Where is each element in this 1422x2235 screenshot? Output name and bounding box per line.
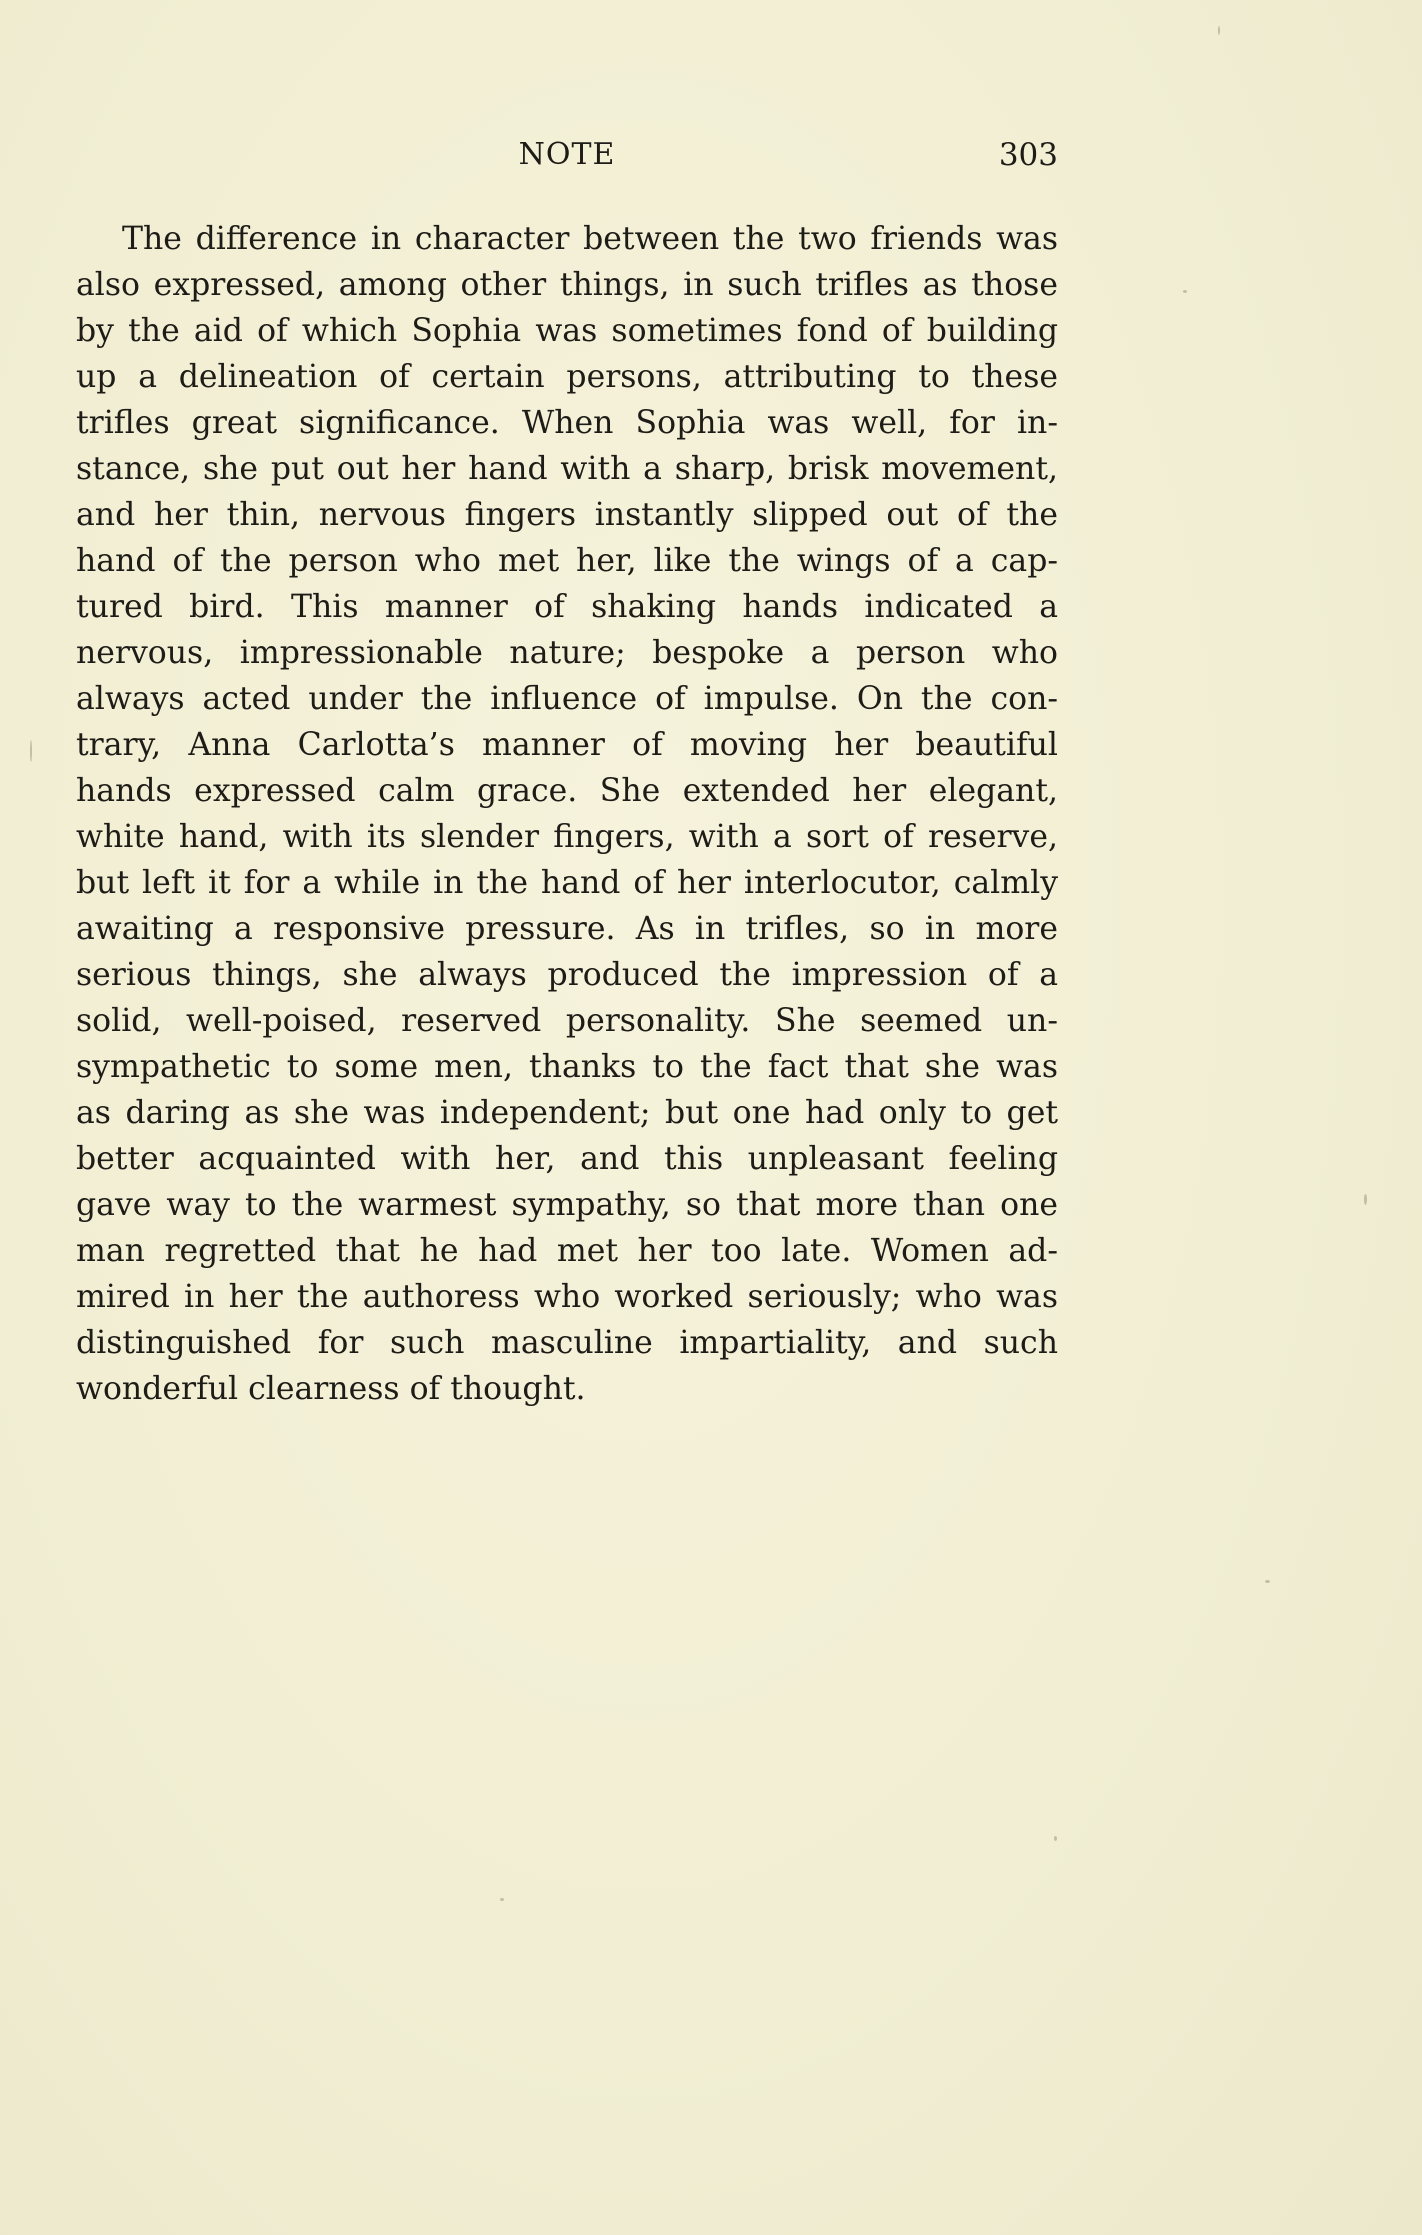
text-line: mired in her the authoress who worked seriously; who was — [76, 1279, 1058, 1315]
text-line: better acquainted with her, and this unpleasant feeling — [76, 1141, 1058, 1177]
paper-speck — [1265, 1580, 1270, 1583]
running-head — [76, 133, 1058, 177]
running-title: NOTE — [518, 137, 616, 172]
text-line: always acted under the influence of impulse. On the con- — [76, 681, 1058, 717]
text-line: The difference in character between the two friends was — [122, 221, 1058, 257]
text-line: sympathetic to some men, thanks to the fact that she was — [76, 1049, 1058, 1085]
text-line: up a delineation of certain persons, attributing to these — [76, 359, 1058, 395]
note-paragraph — [76, 216, 1058, 1412]
text-line: man regretted that he had met her too late. Women ad- — [76, 1233, 1058, 1269]
text-line: solid, well-poised, reserved personality. She seemed un- — [76, 1003, 1058, 1039]
text-line: awaiting a responsive pressure. As in trifles, so in more — [76, 911, 1058, 947]
text-line: distinguished for such masculine impartiality, and such — [76, 1325, 1058, 1361]
text-line: wonderful clearness of thought. — [76, 1371, 586, 1407]
paper-speck — [1054, 1836, 1057, 1841]
text-line: by the aid of which Sophia was sometimes fond of building — [76, 313, 1058, 349]
text-line: but left it for a while in the hand of her interlocutor, calmly — [76, 865, 1058, 901]
text-line: serious things, she always produced the impression of a — [76, 957, 1058, 993]
paper-speck — [1364, 1194, 1367, 1205]
text-line: nervous, impressionable nature; bespoke a person who — [76, 635, 1058, 671]
text-line: gave way to the warmest sympathy, so that more than one — [76, 1187, 1058, 1223]
text-line: tured bird. This manner of shaking hands indicated a — [76, 589, 1058, 625]
text-line: hand of the person who met her, like the wings of a cap- — [76, 543, 1058, 579]
text-line: hands expressed calm grace. She extended her elegant, — [76, 773, 1058, 809]
paper-speck — [1183, 290, 1187, 293]
text-line: trifles great significance. When Sophia was well, for in- — [76, 405, 1058, 441]
paper-speck — [1218, 26, 1220, 35]
text-line: and her thin, nervous fingers instantly slipped out of the — [76, 497, 1058, 533]
paper-speck — [30, 740, 32, 762]
page-number: 303 — [998, 137, 1058, 173]
paper-speck — [500, 1898, 504, 1901]
text-line: white hand, with its slender fingers, with a sort of reserve, — [76, 819, 1058, 855]
text-line: also expressed, among other things, in such trifles as those — [76, 267, 1058, 303]
text-line: as daring as she was independent; but one had only to get — [76, 1095, 1058, 1131]
text-line: trary, Anna Carlotta’s manner of moving her beautiful — [76, 727, 1058, 763]
text-line: stance, she put out her hand with a sharp, brisk movement, — [76, 451, 1058, 487]
